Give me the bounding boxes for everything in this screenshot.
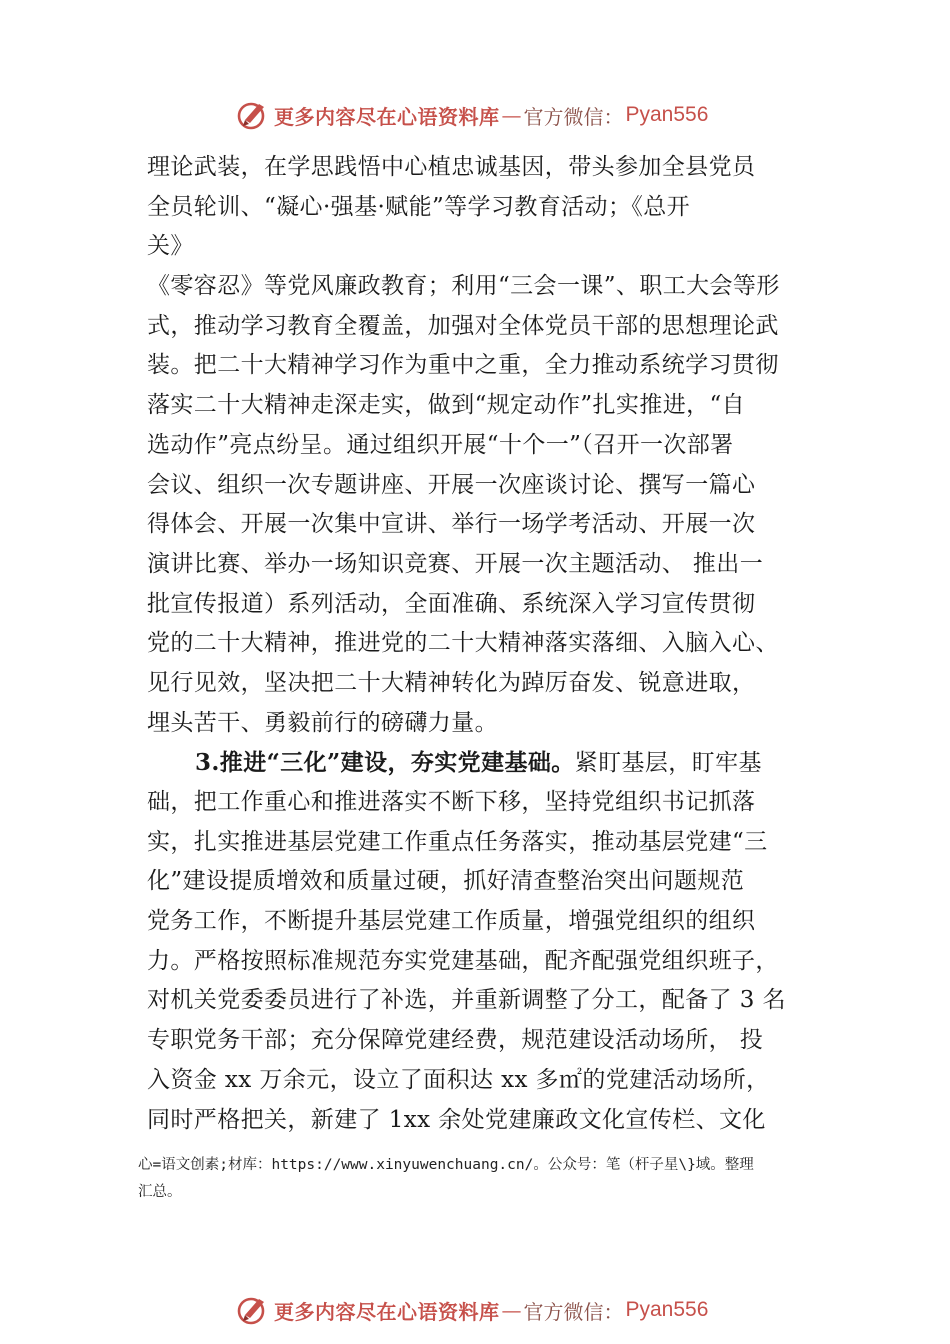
- section-3-lead-text: 紧盯基层，盯牢基: [574, 750, 762, 777]
- body-line: 得体会、开展一次集中宣讲、举行一场学考活动、开展一次: [147, 511, 756, 538]
- pen-logo-icon: [236, 98, 270, 132]
- body-line: 化”建设提质增效和质量过硬，抓好清查整治突出问题规范: [147, 868, 745, 895]
- header-banner: [236, 95, 708, 135]
- body-line: 对机关党委委员进行了补选，并重新调整了分工，配备了 3 名: [147, 987, 786, 1014]
- body-line: 入资金 xx 万余元，设立了面积达 xx 多㎡的党建活动场所，: [147, 1066, 770, 1093]
- footer-banner: [236, 1290, 708, 1330]
- body-line: 力。严格按照标准规范夯实党建基础，配齐配强党组织班子，: [147, 947, 779, 974]
- body-line: 会议、组织一次专题讲座、开展一次座谈讨论、撰写一篇心: [147, 471, 756, 498]
- body-line: 《零容忍》等党风廉政教育；利用“三会一课”、职工大会等形: [147, 273, 780, 300]
- banner-site-name: 更多内容尽在心语资料库: [274, 104, 500, 129]
- source-footer-note: [138, 1152, 828, 1206]
- body-line: 实，扎实推进基层党建工作重点任务落实，推动基层党建“三: [147, 828, 768, 855]
- body-line: 理论武装，在学思践悟中心植忠诚基因，带头参加全县党员: [147, 154, 756, 180]
- body-line: 装。把二十大精神学习作为重中之重，全力推动系统学习贯彻: [147, 352, 779, 379]
- body-line: 落实二十大精神走深走实，做到“规定动作”扎实推进，“自: [147, 392, 746, 419]
- banner-separator: —: [501, 1298, 522, 1322]
- body-line: 关》: [147, 233, 194, 260]
- banner-wechat-label: 官方微信：: [523, 104, 624, 129]
- body-line: 党的二十大精神，推进党的二十大精神落实落细、入脑入心、: [147, 630, 779, 657]
- body-line: 埋头苦干、勇毅前行的磅礴力量。: [147, 709, 498, 736]
- body-line: 全员轮训、“凝心·强基·赋能”等学习教育活动；《总开: [147, 193, 691, 220]
- body-line: 党务工作，不断提升基层党建工作质量，增强党组织的组织: [147, 908, 756, 935]
- banner-wechat-label: 官方微信：: [523, 1299, 624, 1324]
- banner-wechat-id: Pyan556: [625, 103, 709, 126]
- section-3-first-line: [147, 743, 819, 783]
- document-body: [147, 148, 819, 1140]
- body-line: 见行见效，坚决把二十大精神转化为踔厉奋发、锐意进取，: [147, 669, 756, 696]
- section-3-heading: 3.推进“三化”建设，夯实党建基础。: [195, 749, 575, 777]
- footer-note-line: 汇总。: [138, 1184, 182, 1200]
- body-line: 演讲比赛、举办一场知识竞赛、开展一次主题活动、 推出一: [147, 550, 764, 577]
- body-line: 式，推动学习教育全覆盖，加强对全体党员干部的思想理论武: [147, 312, 779, 339]
- footer-note-line: 心=语文创素;材库：https://www.xinyuwenchuang.cn/。公众号：笔（杆子星\}域。整理: [138, 1157, 754, 1173]
- banner-separator: —: [501, 103, 522, 127]
- banner-wechat-id: Pyan556: [625, 1298, 709, 1321]
- body-line: 同时严格把关，新建了 1xx 余处党建廉政文化宣传栏、文化: [147, 1106, 766, 1133]
- body-line: 专职党务干部；充分保障党建经费，规范建设活动场所， 投: [147, 1027, 764, 1054]
- pen-logo-icon: [236, 1293, 270, 1327]
- body-line: 批宣传报道）系列活动，全面准确、系统深入学习宣传贯彻: [147, 590, 756, 617]
- body-line: 础，把工作重心和推进落实不断下移，坚持党组织书记抓落: [147, 789, 756, 815]
- body-line: 选动作”亮点纷呈。通过组织开展“十个一”（召开一次部署: [147, 431, 734, 458]
- banner-site-name: 更多内容尽在心语资料库: [274, 1299, 500, 1324]
